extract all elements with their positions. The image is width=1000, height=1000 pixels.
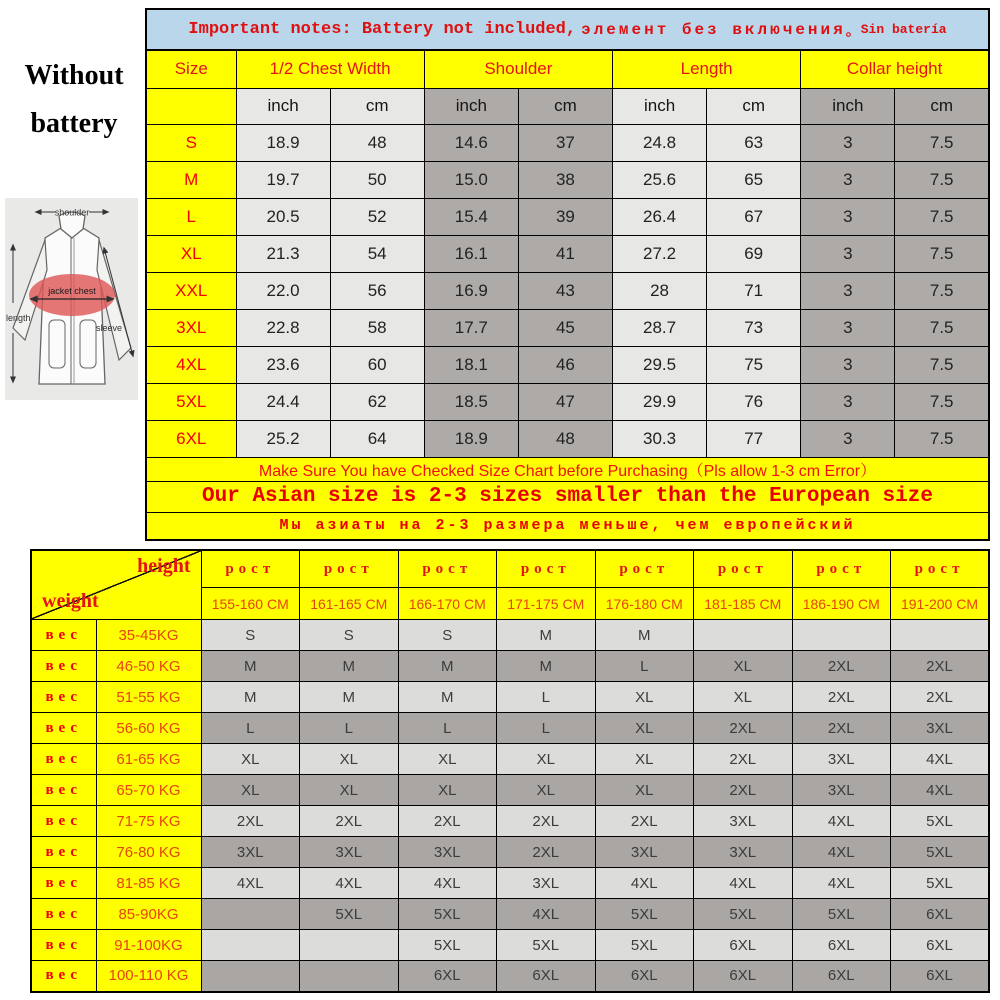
recommended-size-cell: M bbox=[300, 682, 399, 713]
subheader-cm: cm bbox=[707, 88, 801, 124]
fit-table-row bbox=[31, 961, 989, 992]
measure-cell: 22.8 bbox=[236, 309, 330, 346]
recommended-size-cell: XL bbox=[595, 682, 694, 713]
size-cell: M bbox=[146, 161, 236, 198]
size-table-row bbox=[146, 235, 989, 272]
height-range-cell: 155-160 CM bbox=[201, 588, 300, 620]
recommended-size-cell: 5XL bbox=[891, 837, 990, 868]
height-range-cell: 171-175 CM bbox=[497, 588, 596, 620]
measure-cell: 17.7 bbox=[424, 309, 518, 346]
recommended-size-cell: 3XL bbox=[300, 837, 399, 868]
recommended-size-cell: 2XL bbox=[398, 806, 497, 837]
recommended-size-cell: 5XL bbox=[792, 899, 891, 930]
recommended-size-cell: 4XL bbox=[595, 868, 694, 899]
measure-cell: 3 bbox=[801, 346, 895, 383]
jacket-measurement-diagram bbox=[5, 198, 138, 405]
weight-range-cell: 61-65 KG bbox=[96, 744, 201, 775]
measure-cell: 16.9 bbox=[424, 272, 518, 309]
recommended-size-cell: 6XL bbox=[891, 961, 990, 992]
banner-text-en: Important notes: Battery not included, bbox=[188, 20, 577, 39]
weight-range-cell: 51-55 KG bbox=[96, 682, 201, 713]
recommended-size-cell: 2XL bbox=[694, 775, 793, 806]
size-table-row bbox=[146, 272, 989, 309]
recommended-size-cell: 4XL bbox=[694, 868, 793, 899]
subheader-inch: inch bbox=[613, 88, 707, 124]
measure-cell: 52 bbox=[330, 198, 424, 235]
recommended-size-cell bbox=[300, 930, 399, 961]
recommended-size-cell: 5XL bbox=[891, 868, 990, 899]
shoulder-label: shoulder bbox=[54, 207, 90, 218]
measure-cell: 20.5 bbox=[236, 198, 330, 235]
recommended-size-cell: 2XL bbox=[201, 806, 300, 837]
measure-cell: 63 bbox=[707, 124, 801, 161]
measure-cell: 50 bbox=[330, 161, 424, 198]
size-cell: 3XL bbox=[146, 309, 236, 346]
recommended-size-cell bbox=[201, 899, 300, 930]
size-table-section bbox=[145, 8, 990, 541]
ves-cell: вес bbox=[31, 837, 96, 868]
recommended-size-cell: 5XL bbox=[595, 899, 694, 930]
recommended-size-cell: 6XL bbox=[891, 930, 990, 961]
measure-cell: 46 bbox=[518, 346, 612, 383]
size-cell: S bbox=[146, 124, 236, 161]
recommended-size-cell: 3XL bbox=[792, 775, 891, 806]
rost-header-cell: рост bbox=[398, 550, 497, 588]
rost-header-cell: рост bbox=[694, 550, 793, 588]
height-range-cell: 176-180 CM bbox=[595, 588, 694, 620]
recommended-size-cell: L bbox=[497, 682, 596, 713]
measure-cell: 15.4 bbox=[424, 198, 518, 235]
weight-range-cell: 91-100KG bbox=[96, 930, 201, 961]
recommended-size-cell: 5XL bbox=[300, 899, 399, 930]
measure-cell: 18.5 bbox=[424, 383, 518, 420]
recommended-size-cell: XL bbox=[201, 744, 300, 775]
subheader-cm: cm bbox=[518, 88, 612, 124]
recommended-size-cell: 4XL bbox=[792, 837, 891, 868]
size-table-row bbox=[146, 161, 989, 198]
measure-cell: 26.4 bbox=[613, 198, 707, 235]
recommended-size-cell: 2XL bbox=[497, 806, 596, 837]
col-header-chest: 1/2 Chest Width bbox=[236, 50, 424, 88]
height-range-cell: 191-200 CM bbox=[891, 588, 990, 620]
size-cell: 5XL bbox=[146, 383, 236, 420]
weight-range-cell: 85-90KG bbox=[96, 899, 201, 930]
rost-header-cell: рост bbox=[792, 550, 891, 588]
measure-cell: 3 bbox=[801, 272, 895, 309]
ves-cell: вес bbox=[31, 899, 96, 930]
recommended-size-cell: 4XL bbox=[201, 868, 300, 899]
recommended-size-cell: L bbox=[300, 713, 399, 744]
measure-cell: 3 bbox=[801, 161, 895, 198]
recommended-size-cell: 4XL bbox=[497, 899, 596, 930]
fit-table-section bbox=[30, 549, 990, 993]
length-label: length bbox=[6, 313, 31, 323]
weight-range-cell: 65-70 KG bbox=[96, 775, 201, 806]
measure-cell: 71 bbox=[707, 272, 801, 309]
size-table-row bbox=[146, 124, 989, 161]
measure-cell: 47 bbox=[518, 383, 612, 420]
measure-cell: 3 bbox=[801, 309, 895, 346]
fit-table bbox=[30, 549, 990, 993]
measure-cell: 7.5 bbox=[895, 124, 989, 161]
size-cell: 6XL bbox=[146, 420, 236, 457]
measure-cell: 7.5 bbox=[895, 309, 989, 346]
recommended-size-cell: 5XL bbox=[497, 930, 596, 961]
recommended-size-cell: 4XL bbox=[891, 744, 990, 775]
recommended-size-cell: 6XL bbox=[891, 899, 990, 930]
size-table-row bbox=[146, 346, 989, 383]
subheader-cm: cm bbox=[895, 88, 989, 124]
measure-cell: 7.5 bbox=[895, 383, 989, 420]
recommended-size-cell: 3XL bbox=[792, 744, 891, 775]
fit-table-row bbox=[31, 837, 989, 868]
measure-cell: 38 bbox=[518, 161, 612, 198]
size-table-subheader-row bbox=[146, 88, 989, 124]
subheader-inch: inch bbox=[236, 88, 330, 124]
recommended-size-cell: 6XL bbox=[595, 961, 694, 992]
measure-cell: 7.5 bbox=[895, 161, 989, 198]
fit-table-body bbox=[31, 550, 989, 992]
recommended-size-cell: M bbox=[398, 682, 497, 713]
measure-cell: 77 bbox=[707, 420, 801, 457]
sleeve-label: sleeve bbox=[95, 323, 122, 333]
recommended-size-cell: 3XL bbox=[497, 868, 596, 899]
weight-range-cell: 56-60 KG bbox=[96, 713, 201, 744]
recommended-size-cell: XL bbox=[694, 651, 793, 682]
ves-cell: вес bbox=[31, 961, 96, 992]
recommended-size-cell bbox=[300, 961, 399, 992]
note-asian-size-ru: Мы азиаты на 2-3 размера меньше, чем европейский bbox=[146, 512, 989, 540]
rost-header-cell: рост bbox=[595, 550, 694, 588]
recommended-size-cell: 2XL bbox=[891, 682, 990, 713]
measure-cell: 18.9 bbox=[236, 124, 330, 161]
recommended-size-cell: 6XL bbox=[694, 930, 793, 961]
measure-cell: 21.3 bbox=[236, 235, 330, 272]
measure-cell: 54 bbox=[330, 235, 424, 272]
recommended-size-cell: S bbox=[300, 620, 399, 651]
ves-cell: вес bbox=[31, 806, 96, 837]
without-battery-line1: Without bbox=[24, 60, 124, 91]
subheader-cm: cm bbox=[330, 88, 424, 124]
fit-table-row bbox=[31, 930, 989, 961]
measure-cell: 3 bbox=[801, 420, 895, 457]
recommended-size-cell: XL bbox=[201, 775, 300, 806]
recommended-size-cell: 3XL bbox=[694, 837, 793, 868]
jacket-diagram-svg bbox=[5, 198, 138, 400]
recommended-size-cell: 3XL bbox=[201, 837, 300, 868]
ves-cell: вес bbox=[31, 775, 96, 806]
ves-cell: вес bbox=[31, 682, 96, 713]
without-battery-line2: battery bbox=[30, 108, 118, 139]
measure-cell: 25.6 bbox=[613, 161, 707, 198]
recommended-size-cell bbox=[201, 961, 300, 992]
measure-cell: 18.9 bbox=[424, 420, 518, 457]
recommended-size-cell bbox=[891, 620, 990, 651]
fit-table-row bbox=[31, 868, 989, 899]
measure-cell: 14.6 bbox=[424, 124, 518, 161]
recommended-size-cell: M bbox=[595, 620, 694, 651]
size-cell: 4XL bbox=[146, 346, 236, 383]
ves-cell: вес bbox=[31, 651, 96, 682]
measure-cell: 28.7 bbox=[613, 309, 707, 346]
measure-cell: 15.0 bbox=[424, 161, 518, 198]
fit-table-row bbox=[31, 899, 989, 930]
measure-cell: 25.2 bbox=[236, 420, 330, 457]
recommended-size-cell: XL bbox=[300, 775, 399, 806]
height-label: height bbox=[137, 555, 191, 577]
recommended-size-cell: 5XL bbox=[891, 806, 990, 837]
height-range-cell: 181-185 CM bbox=[694, 588, 793, 620]
recommended-size-cell: 2XL bbox=[891, 651, 990, 682]
banner-text-ru: элемент без включения bbox=[581, 20, 846, 39]
recommended-size-cell: M bbox=[497, 651, 596, 682]
measure-cell: 24.8 bbox=[613, 124, 707, 161]
subheader-inch: inch bbox=[424, 88, 518, 124]
recommended-size-cell: XL bbox=[300, 744, 399, 775]
note-check-chart: Make Sure You have Checked Size Chart before Purchasing（Pls allow 1-3 cm Error） bbox=[146, 457, 989, 481]
recommended-size-cell: 2XL bbox=[694, 713, 793, 744]
measure-cell: 22.0 bbox=[236, 272, 330, 309]
fit-table-row bbox=[31, 682, 989, 713]
subheader-blank bbox=[146, 88, 236, 124]
measure-cell: 56 bbox=[330, 272, 424, 309]
fit-table-row bbox=[31, 775, 989, 806]
recommended-size-cell: 5XL bbox=[595, 930, 694, 961]
recommended-size-cell: XL bbox=[595, 744, 694, 775]
measure-cell: 64 bbox=[330, 420, 424, 457]
recommended-size-cell: L bbox=[201, 713, 300, 744]
recommended-size-cell: XL bbox=[398, 744, 497, 775]
weight-range-cell: 100-110 KG bbox=[96, 961, 201, 992]
rost-header-cell: рост bbox=[300, 550, 399, 588]
recommended-size-cell: 6XL bbox=[497, 961, 596, 992]
measure-cell: 18.1 bbox=[424, 346, 518, 383]
corner-cell bbox=[31, 550, 201, 620]
recommended-size-cell: XL bbox=[595, 775, 694, 806]
recommended-size-cell: 2XL bbox=[694, 744, 793, 775]
recommended-size-cell: L bbox=[595, 651, 694, 682]
weight-range-cell: 81-85 KG bbox=[96, 868, 201, 899]
recommended-size-cell: 2XL bbox=[792, 713, 891, 744]
col-header-collar: Collar height bbox=[801, 50, 989, 88]
rost-header-cell: рост bbox=[891, 550, 990, 588]
measure-cell: 58 bbox=[330, 309, 424, 346]
measure-cell: 48 bbox=[330, 124, 424, 161]
recommended-size-cell: 4XL bbox=[792, 868, 891, 899]
measure-cell: 7.5 bbox=[895, 235, 989, 272]
recommended-size-cell: S bbox=[398, 620, 497, 651]
measure-cell: 67 bbox=[707, 198, 801, 235]
measure-cell: 28 bbox=[613, 272, 707, 309]
recommended-size-cell: M bbox=[201, 651, 300, 682]
weight-range-cell: 76-80 KG bbox=[96, 837, 201, 868]
recommended-size-cell: 6XL bbox=[792, 930, 891, 961]
recommended-size-cell: 4XL bbox=[891, 775, 990, 806]
recommended-size-cell: XL bbox=[595, 713, 694, 744]
fit-table-row bbox=[31, 744, 989, 775]
size-cell: XL bbox=[146, 235, 236, 272]
col-header-shoulder: Shoulder bbox=[424, 50, 612, 88]
recommended-size-cell: 5XL bbox=[398, 899, 497, 930]
fit-table-row bbox=[31, 620, 989, 651]
measure-cell: 60 bbox=[330, 346, 424, 383]
measure-cell: 76 bbox=[707, 383, 801, 420]
measure-cell: 19.7 bbox=[236, 161, 330, 198]
ves-cell: вес bbox=[31, 713, 96, 744]
measure-cell: 24.4 bbox=[236, 383, 330, 420]
measure-cell: 73 bbox=[707, 309, 801, 346]
banner-text-es: Sin batería bbox=[860, 22, 947, 37]
measure-cell: 65 bbox=[707, 161, 801, 198]
size-cell: L bbox=[146, 198, 236, 235]
recommended-size-cell: 5XL bbox=[694, 899, 793, 930]
measure-cell: 37 bbox=[518, 124, 612, 161]
measure-cell: 69 bbox=[707, 235, 801, 272]
measure-cell: 30.3 bbox=[613, 420, 707, 457]
fit-header-row bbox=[31, 550, 989, 588]
fit-table-row bbox=[31, 806, 989, 837]
height-range-cell: 161-165 CM bbox=[300, 588, 399, 620]
measure-cell: 29.9 bbox=[613, 383, 707, 420]
measure-cell: 27.2 bbox=[613, 235, 707, 272]
recommended-size-cell: XL bbox=[497, 744, 596, 775]
note-row-check-chart bbox=[146, 457, 989, 481]
measure-cell: 75 bbox=[707, 346, 801, 383]
rost-header-cell: рост bbox=[201, 550, 300, 588]
recommended-size-cell: 4XL bbox=[300, 868, 399, 899]
rost-header-cell: рост bbox=[497, 550, 596, 588]
weight-range-cell: 35-45KG bbox=[96, 620, 201, 651]
measure-cell: 3 bbox=[801, 383, 895, 420]
col-header-size: Size bbox=[146, 50, 236, 88]
measure-cell: 43 bbox=[518, 272, 612, 309]
recommended-size-cell: XL bbox=[694, 682, 793, 713]
recommended-size-cell: M bbox=[300, 651, 399, 682]
size-table bbox=[145, 49, 990, 541]
height-range-cell: 166-170 CM bbox=[398, 588, 497, 620]
recommended-size-cell: 3XL bbox=[694, 806, 793, 837]
recommended-size-cell bbox=[792, 620, 891, 651]
measure-cell: 16.1 bbox=[424, 235, 518, 272]
measure-cell: 41 bbox=[518, 235, 612, 272]
measure-cell: 7.5 bbox=[895, 420, 989, 457]
chest-label: jacket chest bbox=[48, 286, 96, 296]
measure-cell: 7.5 bbox=[895, 346, 989, 383]
size-table-row bbox=[146, 420, 989, 457]
ves-cell: вес bbox=[31, 620, 96, 651]
measure-cell: 7.5 bbox=[895, 272, 989, 309]
measure-cell: 3 bbox=[801, 124, 895, 161]
recommended-size-cell: 2XL bbox=[497, 837, 596, 868]
measure-cell: 23.6 bbox=[236, 346, 330, 383]
ves-cell: вес bbox=[31, 930, 96, 961]
recommended-size-cell: 2XL bbox=[300, 806, 399, 837]
recommended-size-cell: S bbox=[201, 620, 300, 651]
recommended-size-cell: 4XL bbox=[792, 806, 891, 837]
measure-cell: 39 bbox=[518, 198, 612, 235]
fit-table-row bbox=[31, 651, 989, 682]
ves-cell: вес bbox=[31, 744, 96, 775]
recommended-size-cell bbox=[201, 930, 300, 961]
measure-cell: 48 bbox=[518, 420, 612, 457]
recommended-size-cell: L bbox=[398, 713, 497, 744]
weight-label: weight bbox=[42, 590, 99, 612]
banner-dot: 。 bbox=[845, 23, 861, 40]
height-range-cell: 186-190 CM bbox=[792, 588, 891, 620]
recommended-size-cell bbox=[694, 620, 793, 651]
recommended-size-cell: 6XL bbox=[694, 961, 793, 992]
measure-cell: 3 bbox=[801, 235, 895, 272]
size-cell: XXL bbox=[146, 272, 236, 309]
recommended-size-cell: 3XL bbox=[595, 837, 694, 868]
recommended-size-cell: 5XL bbox=[398, 930, 497, 961]
note-asian-size-en: Our Asian size is 2-3 sizes smaller than the European size bbox=[146, 481, 989, 512]
size-table-body bbox=[146, 50, 989, 540]
size-table-row bbox=[146, 309, 989, 346]
recommended-size-cell: 6XL bbox=[792, 961, 891, 992]
measure-cell: 7.5 bbox=[895, 198, 989, 235]
recommended-size-cell: M bbox=[201, 682, 300, 713]
measure-cell: 45 bbox=[518, 309, 612, 346]
recommended-size-cell: 3XL bbox=[891, 713, 990, 744]
note-row-asian-size-en bbox=[146, 481, 989, 512]
recommended-size-cell: 2XL bbox=[792, 651, 891, 682]
note-row-asian-size-ru bbox=[146, 512, 989, 540]
important-notes-banner bbox=[145, 8, 990, 49]
measure-cell: 3 bbox=[801, 198, 895, 235]
size-table-row bbox=[146, 198, 989, 235]
recommended-size-cell: XL bbox=[497, 775, 596, 806]
weight-range-cell: 71-75 KG bbox=[96, 806, 201, 837]
fit-table-row bbox=[31, 713, 989, 744]
recommended-size-cell: XL bbox=[398, 775, 497, 806]
size-table-row bbox=[146, 383, 989, 420]
recommended-size-cell: 6XL bbox=[398, 961, 497, 992]
subheader-inch: inch bbox=[801, 88, 895, 124]
col-header-length: Length bbox=[613, 50, 801, 88]
recommended-size-cell: 3XL bbox=[398, 837, 497, 868]
recommended-size-cell: M bbox=[497, 620, 596, 651]
recommended-size-cell: M bbox=[398, 651, 497, 682]
recommended-size-cell: 2XL bbox=[595, 806, 694, 837]
recommended-size-cell: L bbox=[497, 713, 596, 744]
without-battery-label bbox=[0, 60, 148, 156]
ves-cell: вес bbox=[31, 868, 96, 899]
size-table-header-row bbox=[146, 50, 989, 88]
corner-diagonal bbox=[32, 551, 201, 619]
weight-range-cell: 46-50 KG bbox=[96, 651, 201, 682]
measure-cell: 62 bbox=[330, 383, 424, 420]
recommended-size-cell: 2XL bbox=[792, 682, 891, 713]
measure-cell: 29.5 bbox=[613, 346, 707, 383]
recommended-size-cell: 4XL bbox=[398, 868, 497, 899]
